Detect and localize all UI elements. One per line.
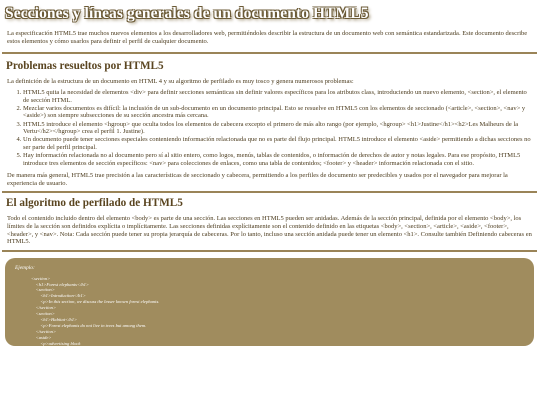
page-header	[2, 2, 537, 54]
section-algorithm-body: Todo el contenido incluido dentro del elemento <body> es parte de una sección. Las secciones en HTML5 pueden ser anidadas. Además de la sección principal, definida por el elemento <body>, los límites de la sección son definidos explícita o implícitamente. Las secciones definidas explícitamente son el contenido definido en las etiquetas <body>, <section>, <article>, <aside>, <footer>, <header>, y <nav>. Nota: Cada sección puede tener su propia jerarquía de cabeceras. Por lo tanto, incluso una sección anidada puede tener un elemento <h1>. Consulte también Definiendo cabeceras en HTML5.	[7, 215, 532, 246]
code-line: <p>advertising block	[31, 340, 81, 346]
code-line: <section>	[31, 275, 51, 281]
code-line: </section>	[31, 328, 57, 334]
section-problems	[2, 60, 537, 194]
section-problems-heading: Problemas resueltos por HTML5	[6, 59, 164, 72]
list-item: 1. HTML5 quita la necesidad de elementos <div> para definir secciones semánticas sin definir valores específicos para los atributos class, introduciendo un nuevo elemento, <section>, el elemento de sección HTML.	[23, 89, 534, 104]
section-problems-lead: La definición de la estructura de un documento en HTML 4 y su algoritmo de perfilado es muy tosco y genera numerosos problemas:	[7, 77, 354, 85]
code-block	[15, 276, 524, 376]
document-page	[2, 2, 537, 376]
section-algorithm-heading: El algoritmo de perfilado de HTML5	[6, 197, 183, 210]
code-line: <footer>	[31, 358, 49, 364]
list-item: 2. Mezclar varios documentos es difícil: la inclusión de un sub-documento en un documento principal. Esto se resuelve en HTML5 con los elementos de seccionado (<article>, <section>, <nav> y <aside>) son siempre subsecciones de su sección ancestra más cercana.	[23, 105, 534, 120]
list-item: 3. HTML5 introduce el elemento <hgroup> que oculta todos los elementos de cabecera excepto el primero de más alto rango (por ejemplo, <hgroup> <h1>Justine</h1><h2>Les Malheurs de la Vertu</h2></hgroup> crea el perfil 1. Justine).	[23, 121, 534, 136]
code-line: </aside>	[31, 346, 53, 352]
code-line: </footer>	[31, 370, 50, 376]
code-line: <aside>	[31, 334, 52, 340]
list-item: 5. Hay información relacionada no al documento pero sí al sitio entero, como logos, menús, tablas de contenidos, o información de derechos de autor y notas legales. Para ese propósito, HTML5 introduce tres elementos de sección específicos: <nav> para colecciones de enlaces, como una tabla de contenidos; <footer> y <header> información relacionada con el sitio.	[23, 152, 534, 167]
list-item: 4. Un documento puede tener secciones especiales conteniendo información relacionada que no es parte del flujo principal. HTML5 introduce el elemento <aside> permitiendo a dichas secciones no ser parte del perfil principal.	[23, 136, 534, 151]
code-line: </section>	[31, 305, 57, 311]
code-line: <section>	[31, 287, 55, 293]
intro-paragraph: La especificación HTML5 trae muchos nuevos elementos a los desarrolladores web, permitiéndoles describir la estructura de un documento web con semántica estandarizada. Este documento describe estos elementos y cómo usarlos para definir el perfil de cualquier documento.	[7, 30, 528, 45]
example-label: Ejemplo:	[15, 264, 35, 271]
code-example-box	[5, 258, 534, 376]
code-line: <h1>Introduction</h1>	[31, 293, 86, 299]
code-line: <p>(c) 2010 The Example company	[31, 364, 103, 370]
code-line: <p>In this section, we discuss the lesser known forest elephants.	[31, 299, 160, 305]
code-line: <h1>Habitat</h1>	[31, 316, 78, 322]
code-line: <h1>Forest elephants</h1>	[31, 281, 90, 287]
page-title: Secciones y líneas generales de un documento HTML5	[5, 5, 369, 22]
section-algorithm	[2, 197, 537, 251]
section-problems-closing: De manera más general, HTML5 trae precisión a las características de seccionado y cabecera, permitiendo a los perfiles de documento ser predecibles y usados por el navegador para mejorar la experiencia de usuario.	[7, 172, 508, 187]
code-line: <p>Forest elephants do not live in trees but among them.	[31, 322, 147, 328]
problems-list	[5, 89, 534, 167]
code-line: </section>	[31, 352, 52, 358]
code-line: <section>	[31, 311, 55, 317]
